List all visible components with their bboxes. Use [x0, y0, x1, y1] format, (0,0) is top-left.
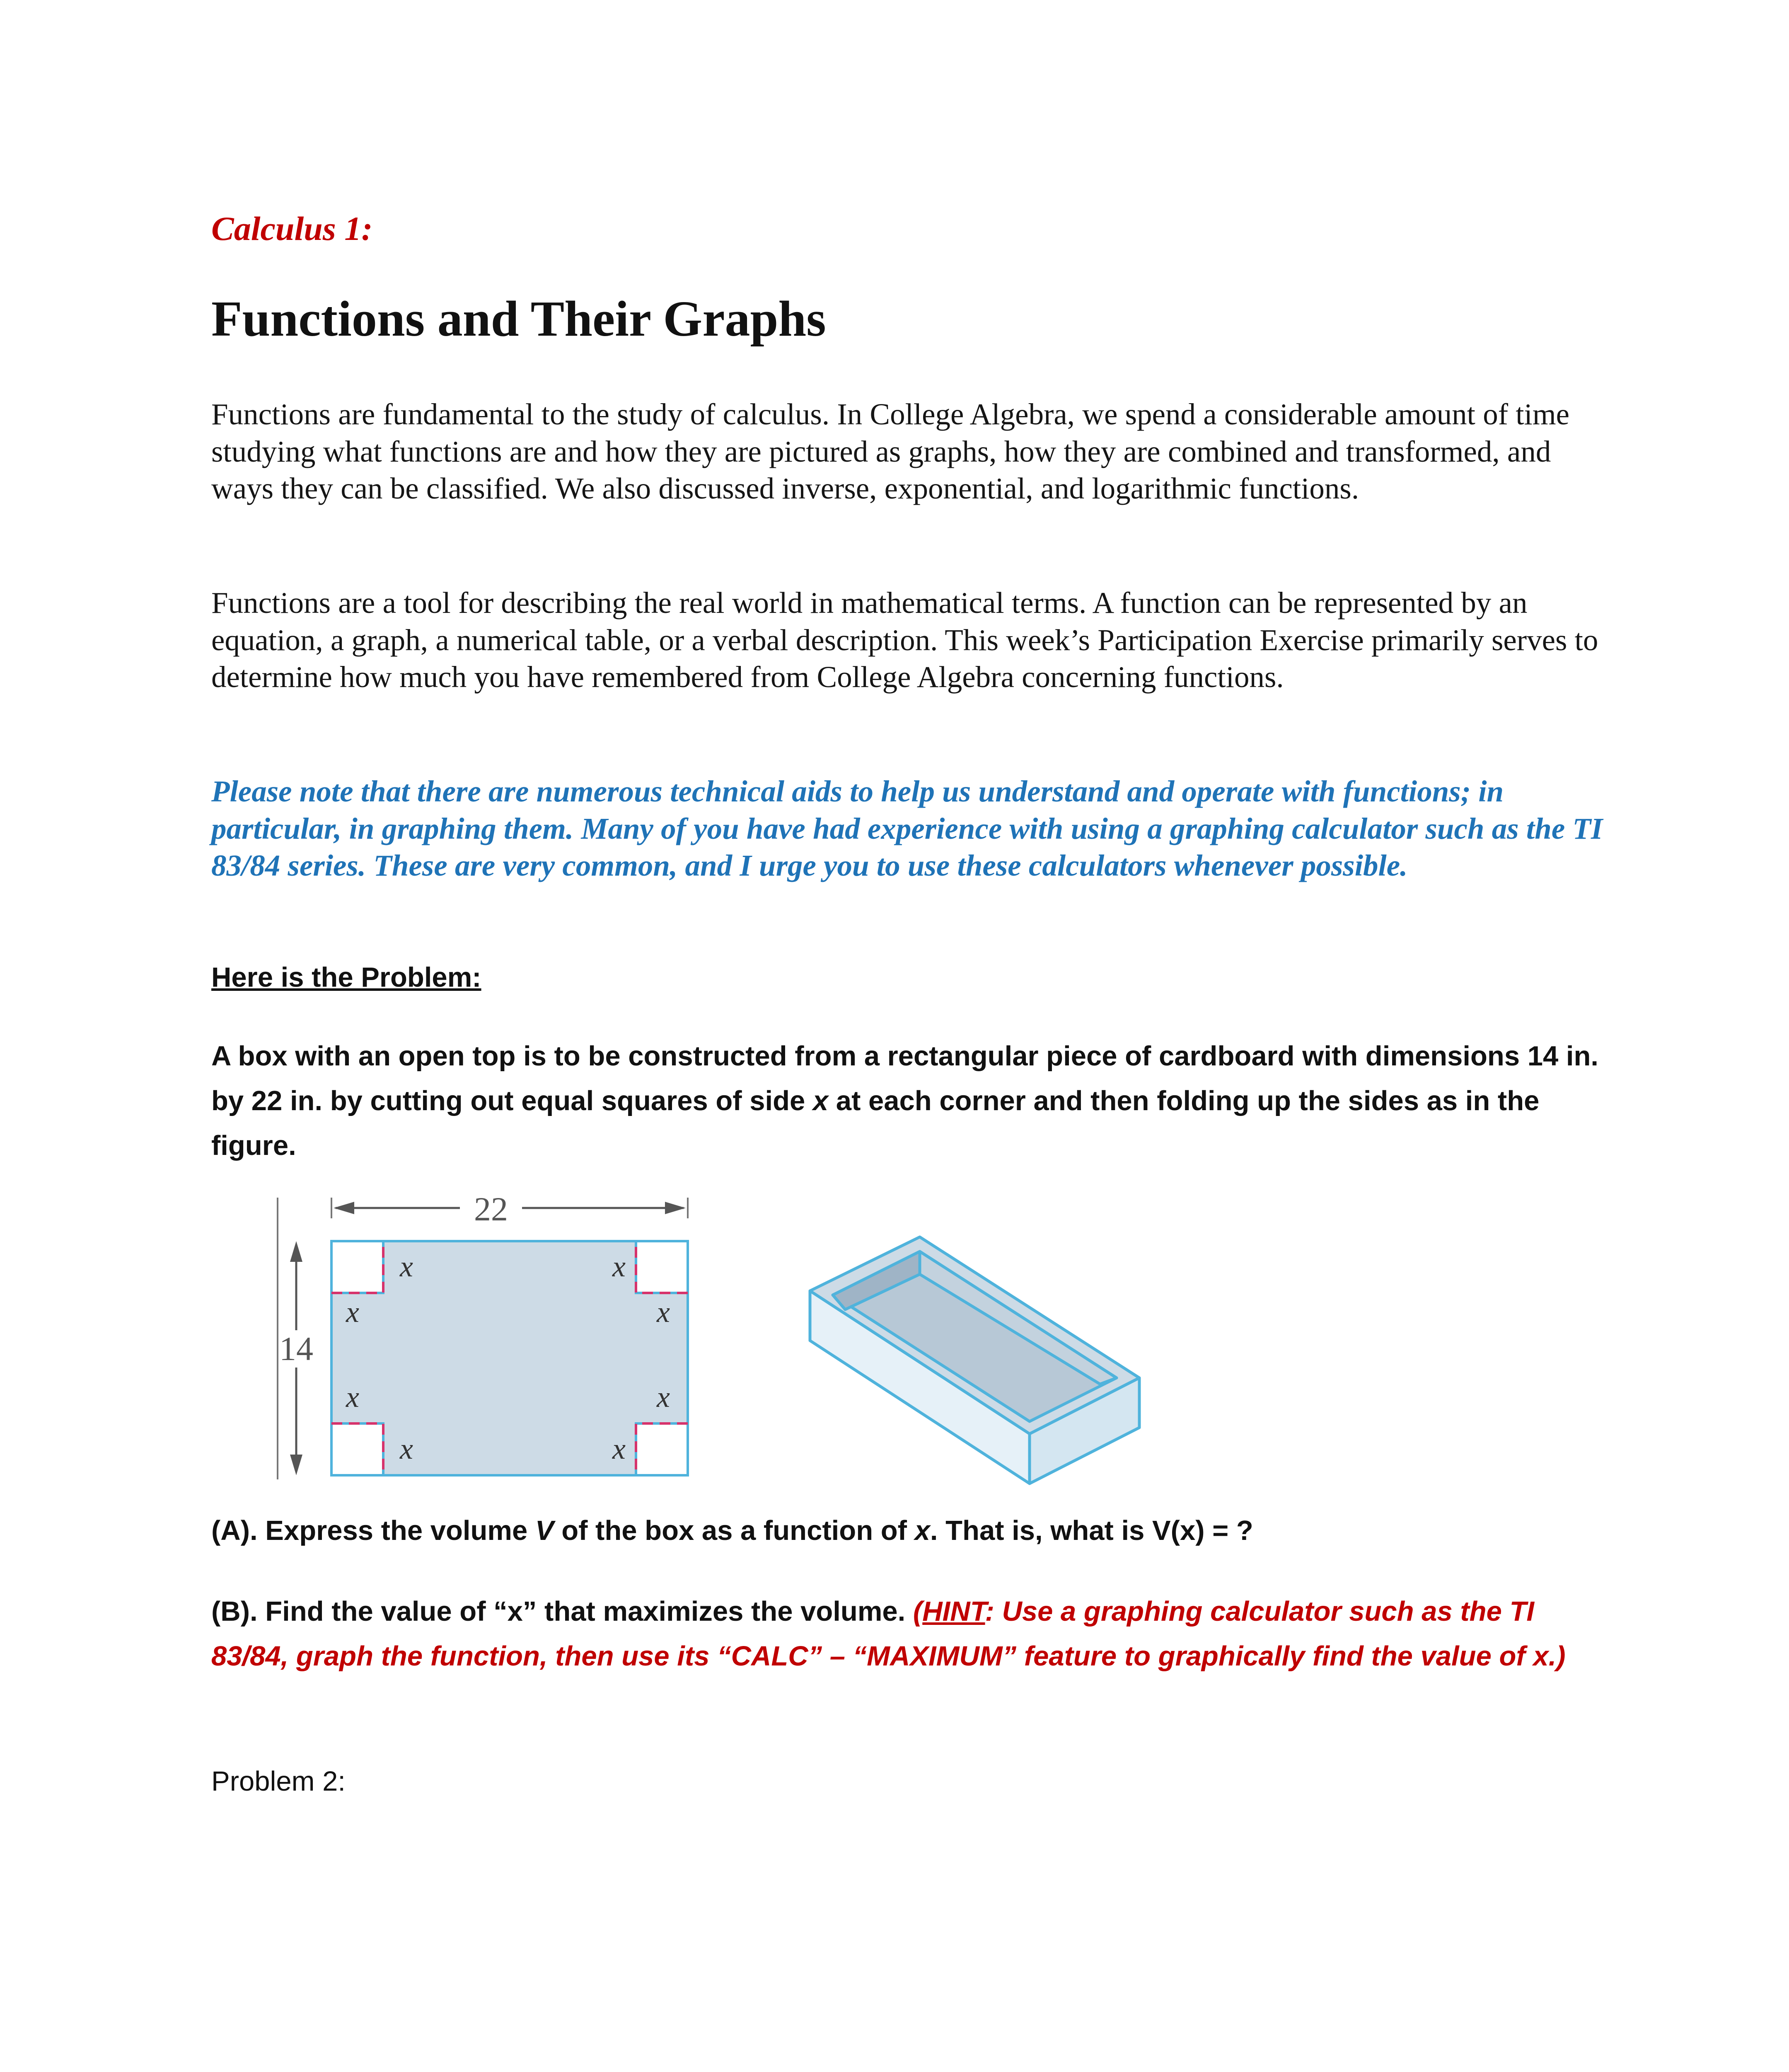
corner-x-label-1: x: [400, 1250, 413, 1283]
corner-x-label-6: x: [657, 1380, 670, 1414]
question-b: [211, 1589, 1608, 1679]
calculator-note: Please note that there are numerous technical aids to help us understand and operate with functions; in particular, in graphing them. Many of you have had experience with using a graphing calculator such as the TI 83/84 series. These are very common, and I urge you to use these calculators whenever possible.: [211, 775, 1603, 882]
question-a-mid: of the box as a function of: [554, 1515, 915, 1546]
problem-variable-x: x: [812, 1085, 829, 1116]
question-a-suffix: . That is, what is V(x) = ?: [930, 1515, 1253, 1546]
width-arrowhead-left: [334, 1202, 354, 1214]
page-title: Functions and Their Graphs: [211, 291, 826, 347]
question-a-var-x: x: [914, 1515, 930, 1546]
intro-paragraph-2: Functions are a tool for describing the real world in mathematical terms. A function can be represented by an equation, a graph, a numerical table, or a verbal description. This week’s Participation Exercise primarily serves to determine how much you have remembered from College Algebra concerning functions.: [211, 586, 1598, 694]
question-b-text: (B). Find the value of “x” that maximizes the volume.: [211, 1596, 913, 1627]
cardboard-base: [331, 1241, 688, 1475]
corner-x-label-4: x: [657, 1295, 670, 1329]
corner-x-label-7: x: [400, 1432, 413, 1465]
question-a-var-v: V: [535, 1515, 554, 1546]
problem-2-label: Problem 2:: [211, 1766, 346, 1797]
box-figure: [265, 1189, 1156, 1488]
corner-x-label-5: x: [346, 1380, 359, 1414]
height-arrowhead-bottom: [290, 1455, 302, 1475]
open-box-diagram: [810, 1237, 1139, 1484]
question-a: [211, 1515, 1608, 1547]
hint-open-paren: (: [913, 1596, 923, 1627]
cardboard-diagram: [278, 1190, 688, 1479]
height-arrowhead-top: [290, 1241, 302, 1262]
height-label: 14: [279, 1330, 313, 1368]
corner-x-label-2: x: [612, 1250, 626, 1283]
corner-x-label-8: x: [612, 1432, 626, 1465]
problem-statement: [211, 1034, 1608, 1168]
hint-body: : Use a graphing calculator such as the TI 83/84, graph the function, then use its “CALC” – “MAXIMUM” feature to graphically find the value of x.): [211, 1596, 1566, 1672]
width-arrowhead-right: [665, 1202, 686, 1214]
problem-text-start: A box with an open top is to be constructed from a rectangular piece of cardboard with dimensions 14 in. by 22 in. by cutting out equal squares of side: [211, 1041, 1599, 1116]
hint-label: HINT: [922, 1596, 985, 1627]
problem-heading: Here is the Problem:: [211, 962, 481, 993]
intro-paragraph-1: Functions are fundamental to the study of calculus. In College Algebra, we spend a considerable amount of time studying what functions are and how they are pictured as graphs, how they are combined and transformed, and ways they can be classified. We also discussed inverse, exponential, and logarithmic functions.: [211, 397, 1570, 505]
corner-x-label-3: x: [346, 1295, 359, 1329]
question-a-prefix: (A). Express the volume: [211, 1515, 535, 1546]
course-subtitle: Calculus 1:: [211, 210, 373, 247]
problem-text-end: at each corner and then folding up the sides as in the figure.: [211, 1085, 1540, 1161]
width-label: 22: [474, 1190, 508, 1228]
